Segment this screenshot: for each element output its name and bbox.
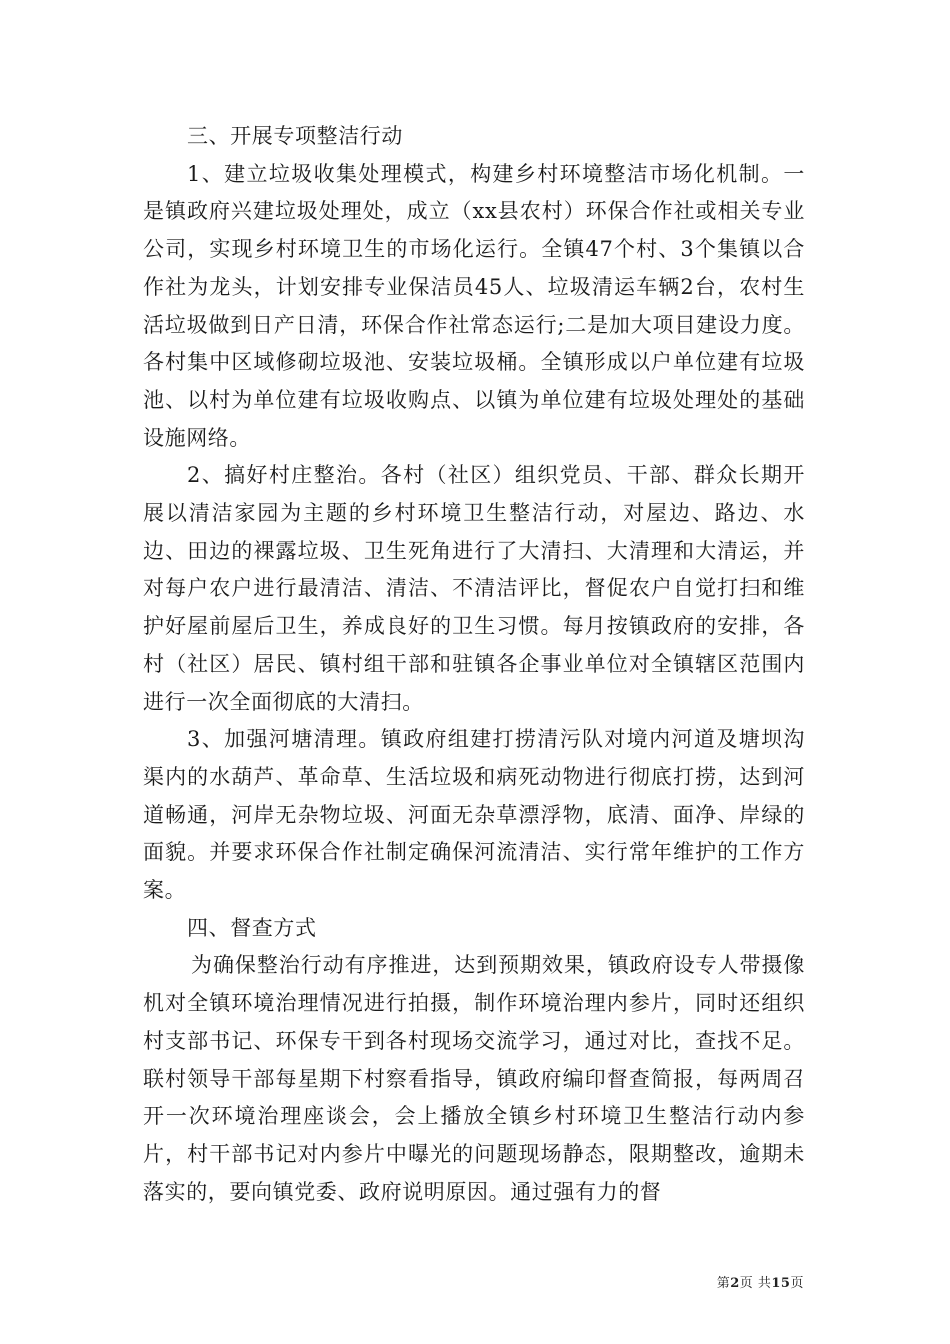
section-heading-3: 三、开展专项整洁行动 <box>187 124 403 148</box>
footer-middle: 页 共 <box>739 1276 772 1291</box>
section-heading-4: 四、督查方式 <box>187 915 317 940</box>
paragraph-1: 1、建立垃圾收集处理模式，构建乡村环境整洁市场化机制。一是镇政府兴建垃圾处理处，成立（xx县农村）环保合作社或相关专业公司，实现乡村环境卫生的市场化运行。全镇47个村、3个集镇以合作社为龙头，计划安排专业保洁员45人、垃圾清运车辆2台，农村生活垃圾做到日产日清，环保合作社常态运行;二是加大项目建设力度。各村集中区域修砌垃圾池、安装垃圾桶。全镇形成以户单位建有垃圾池、以村为单位建有垃圾收购点、以镇为单位建有垃圾处理处的基础设施网络。 <box>143 161 805 450</box>
footer-suffix: 页 <box>790 1276 804 1291</box>
paragraph-2: 2、搞好村庄整治。各村（社区）组织党员、干部、群众长期开展以清洁家园为主题的乡村环境卫生整洁行动，对屋边、路边、水边、田边的裸露垃圾、卫生死角进行了大清扫、大清理和大清运，并对每户农户进行最清洁、清洁、不清洁评比，督促农户自觉打扫和维护好屋前屋后卫生，养成良好的卫生习惯。每月按镇政府的安排，各村（社区）居民、镇村组干部和驻镇各企事业单位对全镇辖区范围内进行一次全面彻底的大清扫。 <box>143 463 805 714</box>
paragraph-3: 3、加强河塘清理。镇政府组建打捞清污队对境内河道及塘坝沟渠内的水葫芦、革命草、生活垃圾和病死动物进行彻底打捞，达到河道畅通，河岸无杂物垃圾、河面无杂草漂浮物，底清、面净、岸绿的面貌。并要求环保合作社制定确保河流清洁、实行常年维护的工作方案。 <box>143 727 805 903</box>
current-page-number: 2 <box>730 1276 740 1291</box>
paragraph-4: 为确保整治行动有序推进，达到预期效果，镇政府设专人带摄像机对全镇环境治理情况进行拍摄，制作环境治理内参片，同时还组织村支部书记、环保专干到各村现场交流学习，通过对比，查找不足。联村领导干部每星期下村察看指导，镇政府编印督查简报，每两周召开一次环境治理座谈会，会上播放全镇乡村环境卫生整洁行动内参片，村干部书记对内参片中曝光的问题现场静态，限期整改，逾期未落实的，要向镇党委、政府说明原因。通过强有力的督 <box>143 953 805 1204</box>
total-pages-number: 15 <box>771 1276 791 1291</box>
page-footer <box>717 1272 804 1291</box>
footer-prefix: 第 <box>716 1276 731 1291</box>
document-body <box>143 118 805 1211</box>
